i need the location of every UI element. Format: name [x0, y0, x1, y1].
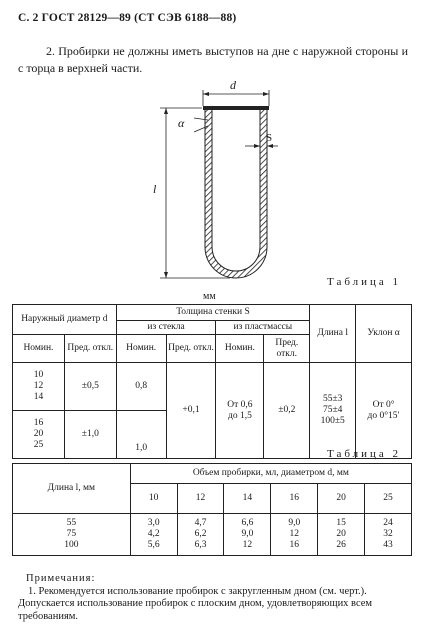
t1-diam-group1: 10 12 14: [13, 363, 65, 411]
t2-diam-25: 25: [365, 484, 412, 514]
note-1: 1. Рекомендуется использование пробирок с закругленным дном (см. черт.). Допускается использование пробирок с плоским дном, удовлетворяющих всем требованиям.: [18, 585, 373, 622]
t2-col-16: 9,0 12 16: [271, 514, 318, 556]
t2-col-10: 3,0 4,2 5,6: [130, 514, 177, 556]
t1-glass-nom-2: 1,0: [116, 411, 166, 459]
t1-plastic-dev: ±0,2: [264, 363, 310, 459]
t1-diam-group1-dev: ±0,5: [64, 363, 116, 411]
t1-plastic-nom: От 0,6 до 1,5: [216, 363, 264, 459]
label-d: d: [230, 78, 236, 92]
table1-unit: мм: [203, 291, 216, 302]
table1-caption: Таблица 1: [327, 276, 402, 288]
clause-2-text: 2. Пробирки не должны иметь выступов на дне с наружной стороны и с торца в верхней части.: [18, 44, 408, 75]
t1-h-nom: Номин.: [216, 335, 264, 363]
t1-diam-group2: 16 20 25: [13, 411, 65, 459]
t1-diam-group2-dev: ±1,0: [64, 411, 116, 459]
t1-h-dev: Пред. откл.: [264, 335, 310, 363]
t2-h-length: Длина l, мм: [13, 464, 131, 514]
t1-h-dev: Пред. откл.: [64, 335, 116, 363]
table-2: [12, 463, 412, 556]
t1-h-nom: Номин.: [13, 335, 65, 363]
t1-h-wall: Толщина стенки S: [116, 305, 310, 321]
t1-h-slope: Уклон α: [356, 305, 412, 363]
label-S: S: [266, 132, 273, 144]
t1-h-glass: из стекла: [116, 321, 216, 335]
test-tube-drawing: [150, 78, 280, 292]
notes-title: Примечания:: [26, 573, 96, 584]
t1-glass-nom-1: 0,8: [116, 363, 166, 411]
t2-diam-14: 14: [224, 484, 271, 514]
t1-h-outer-diam: Наружный диаметр d: [13, 305, 117, 335]
t2-col-20: 15 20 26: [318, 514, 365, 556]
t2-diam-16: 16: [271, 484, 318, 514]
table-1: [12, 304, 412, 459]
label-l: l: [153, 182, 157, 196]
t1-slope: От 0° до 0°15′: [356, 363, 412, 459]
label-alpha: α: [178, 116, 185, 130]
t2-col-12: 4,7 6,2 6,3: [177, 514, 224, 556]
t2-diam-20: 20: [318, 484, 365, 514]
t2-diam-10: 10: [130, 484, 177, 514]
t1-lengths: 55±3 75±4 100±5: [310, 363, 356, 459]
t2-diam-12: 12: [177, 484, 224, 514]
t2-lengths: 55 75 100: [13, 514, 131, 556]
t1-h-dev: Пред. откл.: [166, 335, 216, 363]
t1-h-length: Длина l: [310, 305, 356, 363]
t2-col-25: 24 32 43: [365, 514, 412, 556]
page-header: С. 2 ГОСТ 28129—89 (СТ СЭВ 6188—88): [18, 12, 237, 24]
t1-h-plastic: из пластмассы: [216, 321, 310, 335]
t2-h-volume: Объем пробирки, мл, диаметром d, мм: [130, 464, 411, 484]
t1-h-nom: Номин.: [116, 335, 166, 363]
t2-col-14: 6,6 9,0 12: [224, 514, 271, 556]
notes: [18, 573, 413, 623]
t1-glass-dev: +0,1: [166, 363, 216, 459]
table2-caption: Таблица 2: [327, 448, 402, 460]
